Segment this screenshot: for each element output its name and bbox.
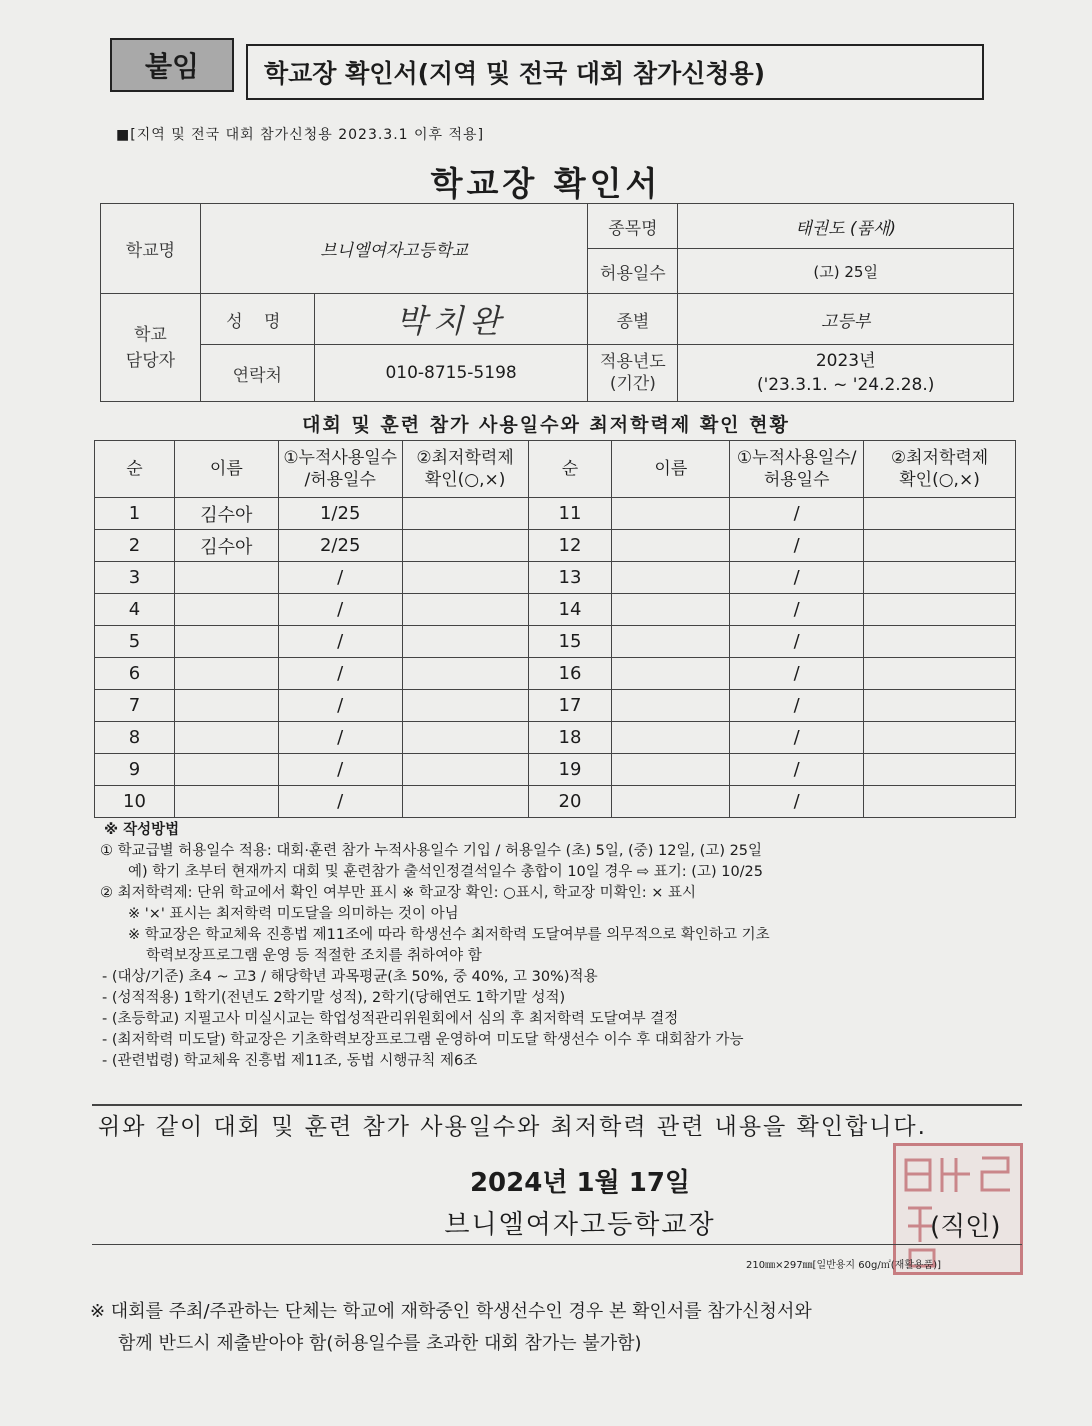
row-no: 8 — [95, 722, 175, 754]
year-label-line1: 적용년도 — [600, 352, 666, 372]
table-row — [95, 498, 1016, 530]
header-days-line2: /허용일수 — [304, 470, 376, 490]
row-days: / — [730, 722, 864, 754]
section-title: 대회 및 훈련 참가 사용일수와 최저학력제 확인 현황 — [302, 414, 790, 436]
row-days: / — [730, 530, 864, 562]
paper-spec: 210㎜×297㎜[일반용지 60g/㎡(재활용품)] — [746, 1260, 942, 1271]
row-no: 18 — [528, 722, 612, 754]
row-no: 15 — [528, 626, 612, 658]
row-no: 13 — [528, 562, 612, 594]
row-no: 10 — [95, 786, 175, 818]
row-name — [612, 754, 730, 786]
header-check-right — [864, 441, 1016, 498]
row-name — [612, 786, 730, 818]
applicability-note: ■[지역 및 전국 대회 참가신청용 2023.3.1 이후 적용] — [116, 127, 485, 143]
row-days: / — [730, 594, 864, 626]
header-days-right-line2: 허용일수 — [763, 470, 830, 490]
row-name — [174, 722, 278, 754]
row-no: 11 — [528, 498, 612, 530]
row-name: 김수아 — [174, 530, 278, 562]
row-days: / — [278, 658, 402, 690]
row-name — [612, 658, 730, 690]
event-label: 종목명 — [588, 204, 678, 249]
row-name — [612, 722, 730, 754]
table-row — [95, 530, 1016, 562]
header-days — [278, 441, 402, 498]
row-name — [612, 594, 730, 626]
row-no: 16 — [528, 658, 612, 690]
row-name — [174, 658, 278, 690]
row-check — [864, 722, 1016, 754]
header-no: 순 — [95, 441, 175, 498]
row-check — [402, 690, 528, 722]
row-name — [612, 530, 730, 562]
header-name: 이름 — [174, 441, 278, 498]
header-check-line1: ②최저학력제 — [416, 447, 514, 468]
row-no: 1 — [95, 498, 175, 530]
footer-line-1: ※ 대회를 주최/주관하는 단체는 학교에 재학중인 학생선수인 경우 본 확인서를 참가신청서와 — [90, 1301, 812, 1322]
instructions — [88, 820, 1028, 1072]
row-check — [402, 562, 528, 594]
criteria-grades: - (성적적용) 1학기(전년도 2학기말 성적), 2학기(당해연도 1학기말 성적) — [102, 990, 566, 1006]
principal-title: 브니엘여자고등학교장 — [444, 1210, 716, 1240]
row-name — [174, 754, 278, 786]
row-check — [864, 658, 1016, 690]
issue-date: 2024년 1월 17일 — [469, 1168, 691, 1198]
row-no: 2 — [95, 530, 175, 562]
footer-line-2: 함께 반드시 제출받아야 함(허용일수를 초과한 대회 참가는 불가함) — [118, 1333, 642, 1354]
row-days: / — [278, 562, 402, 594]
row-days: / — [278, 594, 402, 626]
row-no: 6 — [95, 658, 175, 690]
header-check-line2: 확인(○,×) — [424, 470, 506, 490]
row-check — [864, 626, 1016, 658]
header-no-right: 순 — [528, 441, 612, 498]
criteria-elementary: - (초등학교) 지필고사 미실시교는 학업성적관리위원회에서 심의 후 최저학력 도달여부 결정 — [102, 1011, 679, 1027]
year-label-line2: (기간) — [609, 374, 656, 394]
row-check — [864, 754, 1016, 786]
row-days: 2/25 — [278, 530, 402, 562]
row-name — [174, 626, 278, 658]
table-row — [95, 786, 1016, 818]
row-no: 17 — [528, 690, 612, 722]
row-name — [612, 562, 730, 594]
document-title: 학교장 확인서 — [430, 164, 662, 203]
header-days-right — [730, 441, 864, 498]
row-name — [174, 690, 278, 722]
instruction-2-note: ※ '×' 표시는 최저학력 미도달을 의미하는 것이 아님 — [128, 906, 459, 922]
row-days: / — [730, 498, 864, 530]
row-check — [864, 530, 1016, 562]
table-row — [95, 722, 1016, 754]
staff-label-line2: 담당자 — [125, 350, 176, 371]
instruction-2: ② 최저학력제: 단위 학교에서 확인 여부만 표시 ※ 학교장 확인: ○표시, 학교장 미확인: × 표시 — [100, 885, 696, 901]
confirmation-statement: 위와 같이 대회 및 훈련 참가 사용일수와 최저학력 관련 내용을 확인합니다. — [98, 1114, 927, 1140]
row-check — [402, 530, 528, 562]
header-check-right-line1: ②최저학력제 — [890, 447, 989, 468]
row-check — [864, 562, 1016, 594]
criteria-target: - (대상/기준) 초4 ~ 고3 / 해당학년 과목평균(초 50%, 중 40%, 고 30%)적용 — [102, 969, 598, 985]
school-name-label: 학교명 — [101, 204, 201, 294]
criteria-law: - (관련법령) 학교체육 진흥법 제11조, 동법 시행규칙 제6조 — [102, 1053, 478, 1069]
row-no: 14 — [528, 594, 612, 626]
row-check — [402, 498, 528, 530]
table-row — [95, 594, 1016, 626]
row-days: / — [730, 690, 864, 722]
staff-label-line1: 학교 — [134, 324, 167, 345]
row-name — [612, 690, 730, 722]
row-days: / — [730, 658, 864, 690]
contact-value: 010-8715-5198 — [314, 345, 588, 402]
header-check — [402, 441, 528, 498]
row-name — [612, 626, 730, 658]
seal-label: (직인) — [930, 1212, 1001, 1242]
header-days-right-line1: ①누적사용일수/ — [736, 447, 857, 468]
row-check — [864, 786, 1016, 818]
row-no: 20 — [528, 786, 612, 818]
row-days: / — [730, 754, 864, 786]
row-no: 19 — [528, 754, 612, 786]
roster-header-row — [95, 441, 1016, 498]
instruction-2-duty: ※ 학교장은 학교체육 진흥법 제11조에 따라 학생선수 최저학력 도달여부를 의무적으로 확인하고 기초 — [128, 927, 770, 943]
row-check — [864, 690, 1016, 722]
row-name — [174, 562, 278, 594]
row-check — [402, 626, 528, 658]
table-row — [95, 658, 1016, 690]
instruction-1-example: 예) 학기 초부터 현재까지 대회 및 훈련참가 출석인정결석일수 총합이 10일 경우 ⇨ 표기: (고) 10/25 — [128, 864, 764, 880]
row-days: / — [730, 562, 864, 594]
header-name-right: 이름 — [612, 441, 730, 498]
row-name — [612, 498, 730, 530]
row-name — [174, 786, 278, 818]
row-days: / — [730, 786, 864, 818]
row-check — [402, 754, 528, 786]
row-no: 3 — [95, 562, 175, 594]
form-title-box: 학교장 확인서(지역 및 전국 대회 참가신청용) — [246, 44, 984, 100]
staff-label — [101, 294, 201, 402]
school-name-value: 브니엘여자고등학교 — [200, 204, 588, 294]
header-days-line1: ①누적사용일수 — [283, 447, 398, 468]
staff-name-label: 성 명 — [200, 294, 314, 345]
divider — [92, 1104, 1022, 1106]
allowed-days-value: (고) 25일 — [678, 249, 1014, 294]
allowed-days-label: 허용일수 — [588, 249, 678, 294]
info-table — [100, 203, 1014, 402]
row-no: 9 — [95, 754, 175, 786]
row-name: 김수아 — [174, 498, 278, 530]
attachment-badge: 붙임 — [110, 38, 234, 92]
table-row — [95, 626, 1016, 658]
division-value: 고등부 — [678, 294, 1014, 345]
event-value: 태권도 (품새) — [678, 204, 1014, 249]
row-days: / — [278, 722, 402, 754]
row-no: 4 — [95, 594, 175, 626]
year-value — [678, 345, 1014, 402]
year-value-line1: 2023년 — [815, 351, 876, 371]
row-no: 7 — [95, 690, 175, 722]
row-days: / — [278, 626, 402, 658]
footer-note — [90, 1296, 812, 1360]
row-check — [402, 722, 528, 754]
contact-label: 연락처 — [200, 345, 314, 402]
row-name — [174, 594, 278, 626]
instruction-2-duty-cont: 학력보장프로그램 운영 등 적절한 조치를 취하여야 함 — [146, 948, 482, 964]
header-check-right-line2: 확인(○,×) — [899, 470, 980, 490]
table-row — [95, 754, 1016, 786]
row-no: 5 — [95, 626, 175, 658]
row-days: / — [278, 786, 402, 818]
row-check — [402, 594, 528, 626]
row-check — [864, 594, 1016, 626]
row-days: / — [278, 690, 402, 722]
row-days: 1/25 — [278, 498, 402, 530]
row-no: 12 — [528, 530, 612, 562]
row-days: / — [278, 754, 402, 786]
staff-signature: 박치완 — [314, 294, 588, 345]
criteria-below-min: - (최저학력 미도달) 학교장은 기초학력보장프로그램 운영하여 미도달 학생선수 이수 후 대회참가 가능 — [102, 1032, 744, 1048]
roster-table — [94, 440, 1016, 818]
instruction-1: ① 학교급별 허용일수 적용: 대회·훈련 참가 누적사용일수 기입 / 허용일수 (초) 5일, (중) 12일, (고) 25일 — [100, 843, 763, 859]
table-row — [95, 562, 1016, 594]
divider — [92, 1244, 1022, 1245]
year-value-line2: ('23.3.1. ~ '24.2.28.) — [756, 375, 935, 395]
row-check — [402, 658, 528, 690]
row-days: / — [730, 626, 864, 658]
instructions-heading: ※ 작성방법 — [104, 822, 180, 838]
division-label: 종별 — [588, 294, 678, 345]
year-label — [588, 345, 678, 402]
table-row — [95, 690, 1016, 722]
row-check — [864, 498, 1016, 530]
row-check — [402, 786, 528, 818]
